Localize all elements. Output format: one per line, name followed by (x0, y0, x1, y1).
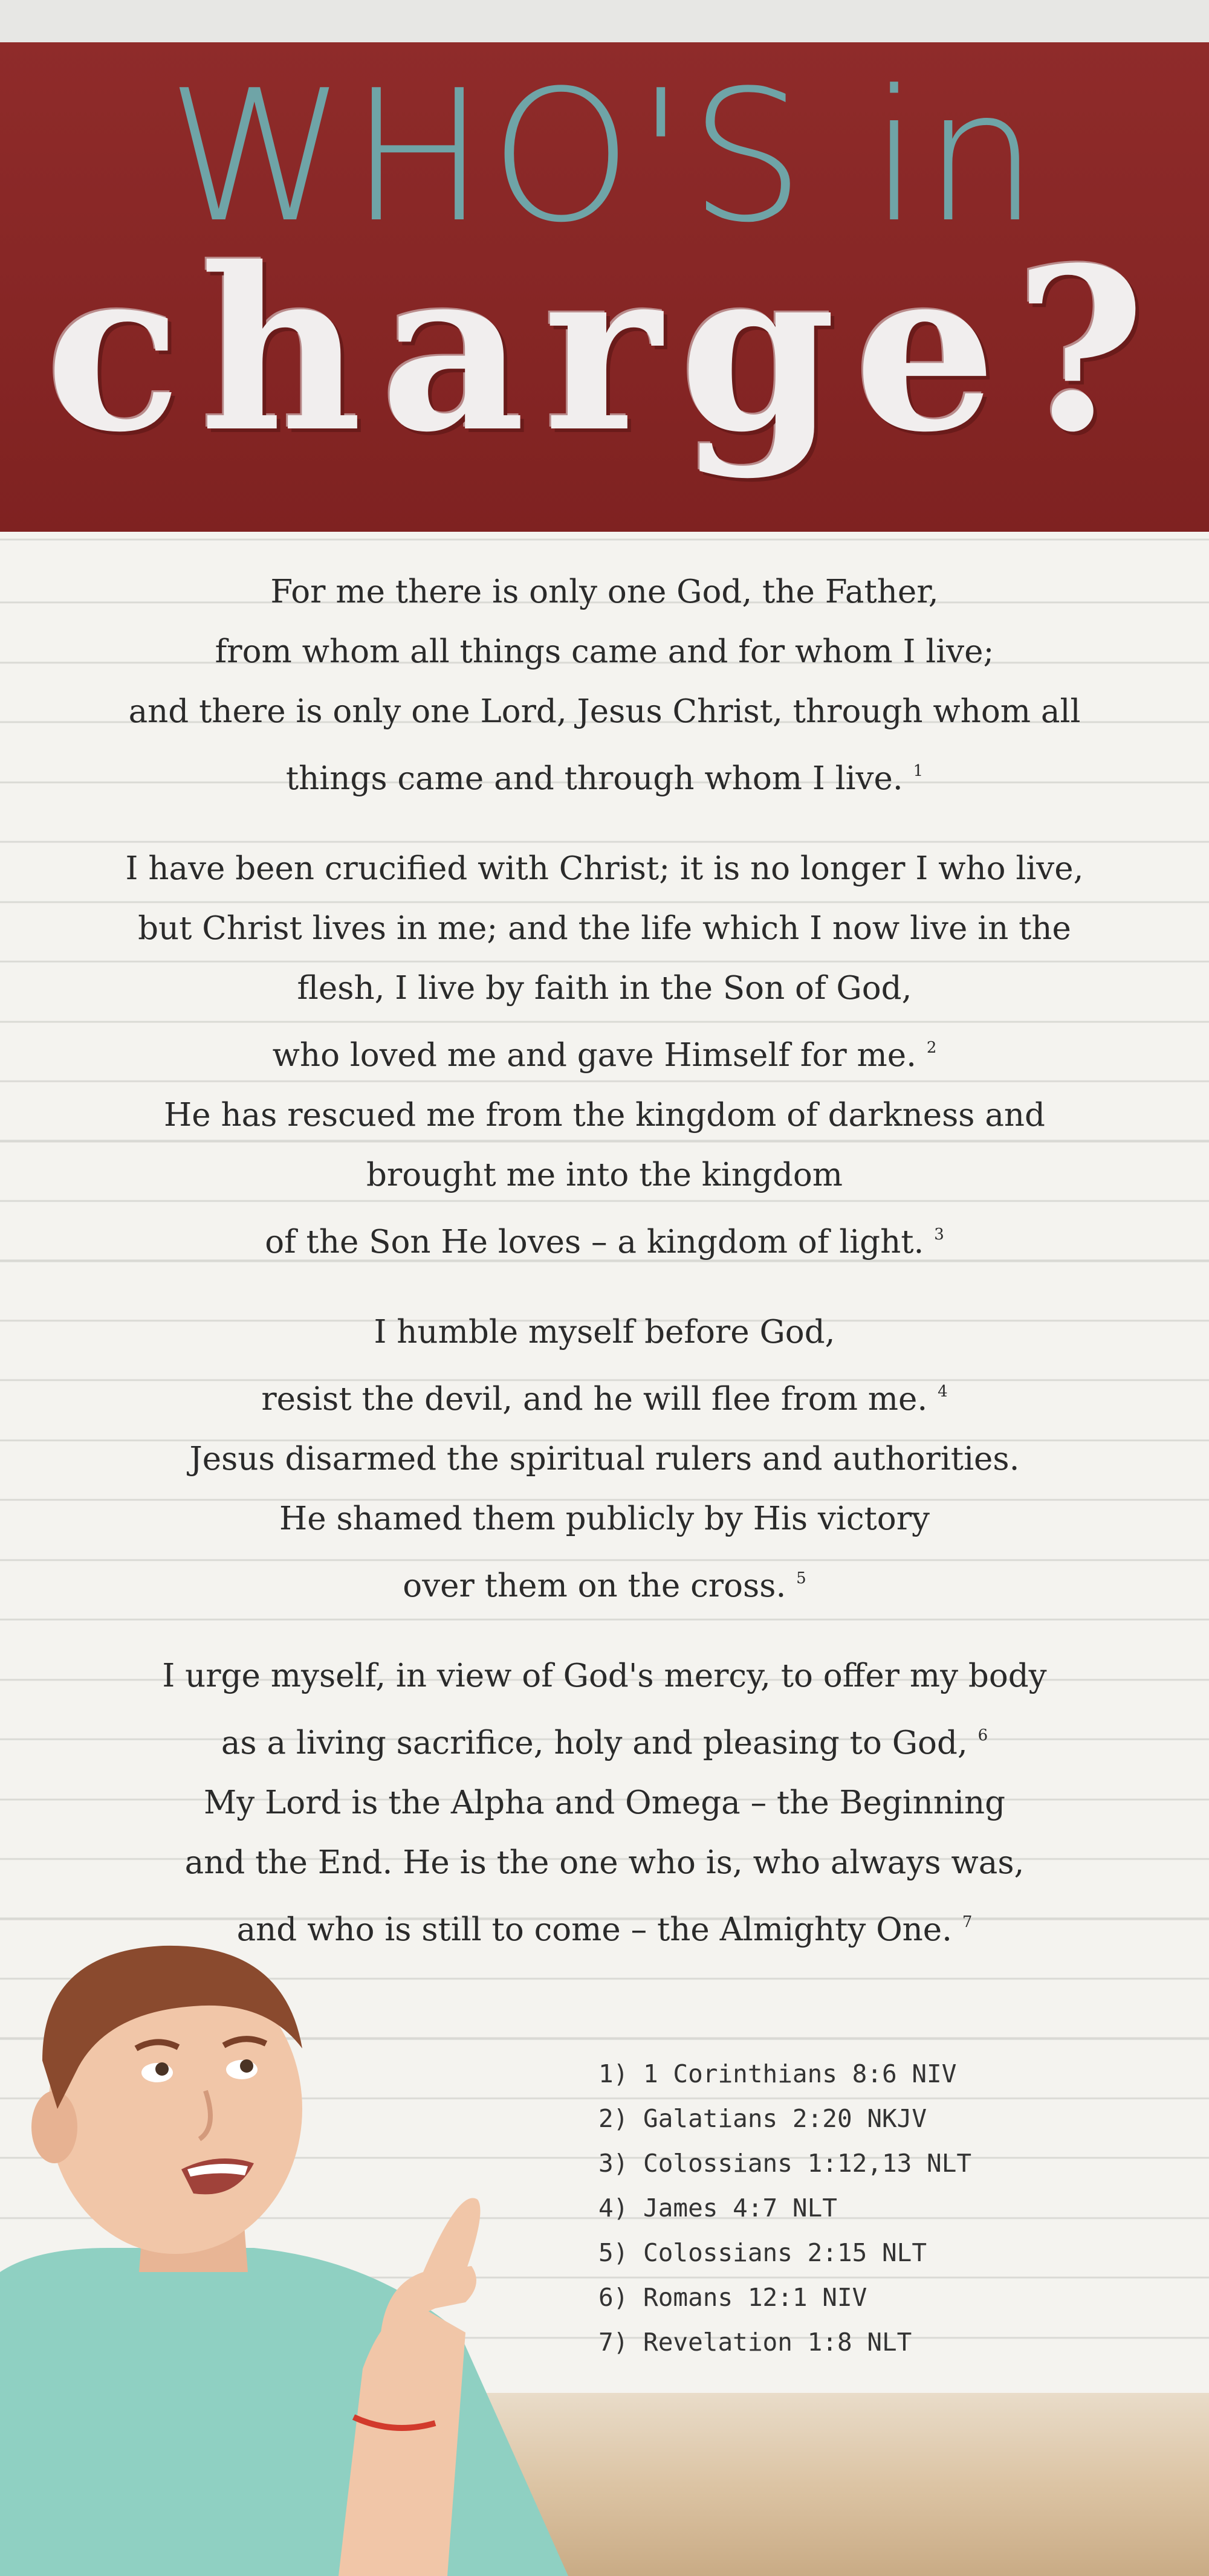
verse-line: I humble myself before God, (374, 1314, 835, 1351)
pointing-boy-illustration (0, 1909, 604, 2576)
verse-line: My Lord is the Alpha and Omega – the Beginning (203, 1784, 1006, 1821)
verse-line: as a living sacrifice, holy and pleasing to God, $^6$ (221, 1725, 988, 1761)
verse-line: who loved me and gave Himself for me. $^2$ (272, 1037, 937, 1074)
top-strip (0, 0, 1209, 42)
verse-marker: 7 (962, 1913, 973, 1931)
verse-line: I urge myself, in view of God's mercy, to offer my body (162, 1658, 1047, 1694)
verse-line: and there is only one Lord, Jesus Christ, through whom all (128, 693, 1081, 730)
verse-line: flesh, I live by faith in the Son of God, (297, 970, 912, 1007)
verse-line: of the Son He loves – a kingdom of light. $^3$ (265, 1224, 944, 1261)
verse-marker: 2 (926, 1039, 937, 1057)
verse-line: from whom all things came and for whom I live; (215, 633, 994, 670)
reference-item: 6) Romans 12:1 NIV (598, 2283, 867, 2312)
reference-item: 1) 1 Corinthians 8:6 NIV (598, 2059, 957, 2088)
verse-marker: 4 (938, 1383, 948, 1401)
verse-marker: 3 (934, 1225, 944, 1244)
reference-item: 5) Colossians 2:15 NLT (598, 2238, 927, 2267)
title-line-1: WHO'S in (166, 51, 1043, 262)
verse-line: Jesus disarmed the spiritual rulers and authorities. (189, 1441, 1020, 1477)
verse-line: resist the devil, and he will flee from me. $^4$ (261, 1381, 948, 1418)
verse-line: I have been crucified with Christ; it is no longer I who live, (125, 850, 1084, 887)
verse-line: brought me into the kingdom (366, 1157, 843, 1193)
verse-line: For me there is only one God, the Father, (270, 573, 939, 610)
verse-line: but Christ lives in me; and the life which I now live in the (138, 910, 1071, 947)
reference-item: 4) James 4:7 NLT (598, 2193, 837, 2223)
reference-item: 7) Revelation 1:8 NLT (598, 2328, 912, 2357)
title-line-2: charge? (45, 219, 1164, 482)
reference-item: 2) Galatians 2:20 NKJV (598, 2104, 927, 2133)
verse-line: and who is still to come – the Almighty One. $^7$ (236, 1911, 973, 1948)
verse-line: He shamed them publicly by His victory (279, 1500, 930, 1537)
verse-line: and the End. He is the one who is, who always was, (184, 1844, 1025, 1881)
verse-marker: 1 (913, 762, 924, 780)
verses-block (36, 562, 1173, 1960)
verse-marker: 6 (977, 1726, 988, 1745)
verse-marker: 5 (796, 1569, 806, 1587)
verse-line: He has rescued me from the kingdom of darkness and (164, 1097, 1045, 1134)
references-list (598, 2051, 1143, 2365)
verse-line: over them on the cross. $^5$ (403, 1567, 806, 1604)
reference-item: 3) Colossians 1:12,13 NLT (598, 2149, 972, 2178)
verse-line: things came and through whom I live. $^1$ (285, 760, 924, 797)
